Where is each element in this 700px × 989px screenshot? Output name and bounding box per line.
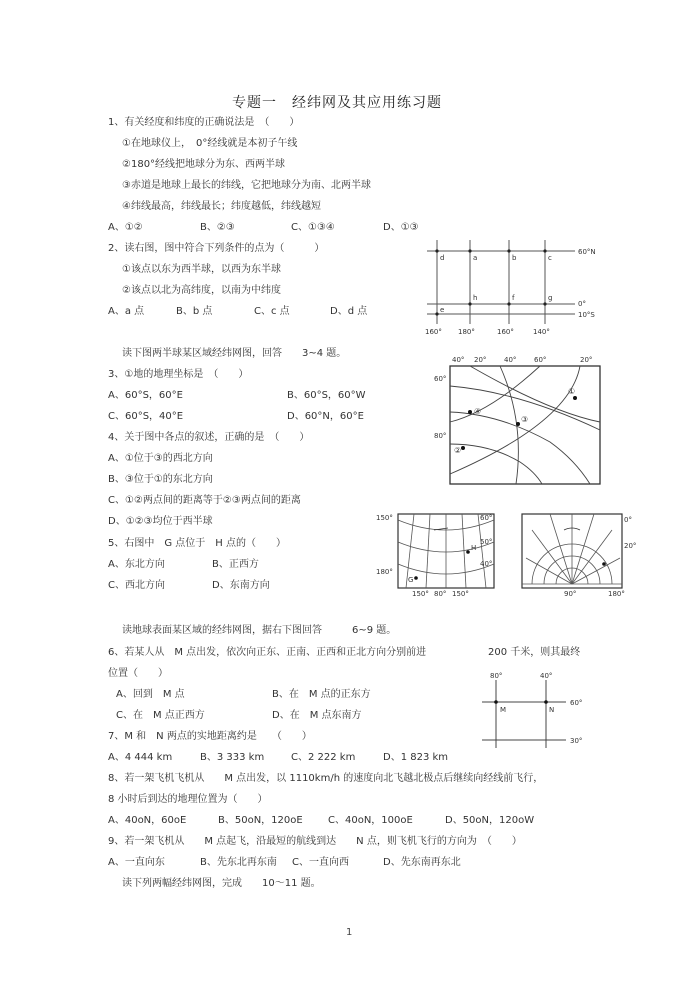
right-label-2: 20° [624,542,637,550]
q2-statement-1: ①该点以东为西半球，以西为东半球 [122,264,281,275]
right-label-1: 60° [480,514,493,522]
q1-stem: 1、有关经度和纬度的正确说法是 （ ） [108,117,300,128]
point-dot [466,550,470,554]
q4-option-a: A、①位于③的西北方向 [108,453,213,464]
q1-statement-4: ④纬线最高，纬线最长；纬度越低，纬线越短 [122,201,321,212]
top-label-4: 60° [534,356,547,364]
q7-option-d: D、1 823 km [383,752,449,763]
q6-option-d: D、在 M 点东南方 [272,710,362,721]
intro-6-9: 读地球表面某区域的经纬网图，据右下图回答 6~9 题。 [122,625,397,636]
point-label-n: N [549,706,555,714]
point-label-g: g [548,294,553,302]
q9-option-a: A、一直向东 [108,857,165,868]
point-dot [468,410,472,414]
lon-label-1: 160° [425,328,442,336]
q9-option-c: C、一直向西 [292,857,349,868]
bottom-label-1: 90° [564,590,577,598]
point-dot [543,249,546,252]
point-label-f: f [512,294,515,302]
q1-statement-3: ③赤道是地球上最长的纬线，它把地球分为南、北两半球 [122,180,371,191]
q7-option-a: A、4 444 km [108,752,173,763]
point-dot [573,396,577,400]
intro-3-4: 读下图两半球某区域经纬网图，回答 3~4 题。 [122,348,347,359]
point-dot [435,249,438,252]
q4-option-c: C、①②两点间的距离等于②③两点间的距离 [108,495,301,506]
q8-option-d: D、50oN，120oW [445,815,535,826]
point-label-2: ② [454,446,462,455]
point-label-4: ④ [474,407,482,416]
q2-option-b: B、b 点 [176,306,213,317]
point-dot [543,302,546,305]
bottom-label-2: 180° [608,590,625,598]
lat-label-10s: 10°S [578,311,595,319]
intro-10-11: 读下列两幅经纬网图，完成 10～11 题。 [122,878,321,889]
q5-option-c: C、西北方向 [108,580,165,591]
lon-label-80: 80° [490,672,503,680]
top-label-1: 40° [452,356,465,364]
q3-option-d: D、60°N，60°E [287,411,364,422]
q8-stem: 8、若一架飞机飞机从 M 点出发，以 1110km/h 的速度向北飞越北极点后继续向经线前飞行， [108,773,544,784]
q5-option-b: B、正西方 [212,559,259,570]
top-label-3: 40° [504,356,517,364]
q7-stem: 7、M 和 N 两点的实地距离约是 （ ） [108,731,312,742]
lat-label-60n: 60°N [578,248,596,256]
point-dot [494,700,498,704]
q1-option-d: D、①③ [383,222,419,233]
point-label-h: h [473,294,478,302]
q5-graticule-figure-b [520,508,640,598]
lon-curve-2 [470,366,600,422]
lon-curve-4 [450,366,540,422]
right-label-2: 50° [480,538,493,546]
lat-arc-2 [450,412,590,484]
lat-label-30: 30° [570,737,583,745]
q6-graticule-figure [478,672,598,752]
lat-label-0: 0° [578,300,586,308]
q1-statement-1: ①在地球仪上， 0°经线就是本初子午线 [122,138,298,149]
q2-stem: 2、读右图，图中符合下列条件的点为（ ） [108,243,325,254]
left-label-1: 150° [376,514,393,522]
point-dot [507,249,510,252]
q1-option-b: B、②③ [200,222,235,233]
lon-label-40: 40° [540,672,553,680]
lon-label-4: 140° [533,328,550,336]
q3-option-b: B、60°S，60°W [287,390,366,401]
point-label-m: M [500,706,507,714]
q3-option-a: A、60°S，60°E [108,390,183,401]
point-label-c: c [548,254,552,262]
left-label-2: 180° [376,568,393,576]
bottom-label-3: 150° [452,590,469,598]
point-label-1: ① [568,387,576,396]
q1-option-a: A、①② [108,222,143,233]
q6-option-a: A、回到 M 点 [116,689,185,700]
q1-option-c: C、①③④ [291,222,335,233]
q9-option-b: B、先东北再东南 [200,857,277,868]
point-label-e: e [440,306,445,314]
point-label-g: G [408,576,414,584]
point-dot [468,249,471,252]
lat-arc-3 [450,444,542,484]
q8-option-b: B、50oN，120oE [218,815,303,826]
point-dot [544,700,548,704]
point-dot [507,302,510,305]
q6-stem-continued: 200 千米，则其最终 [488,647,581,658]
right-label-1: 0° [624,516,632,524]
figure-frame [450,366,600,484]
q8-option-a: A、40oN，60oE [108,815,187,826]
point-label-d: d [440,254,445,262]
q6-option-c: C、在 M 点正西方 [116,710,205,721]
q3-option-c: C、60°S，40°E [108,411,184,422]
left-label-60: 60° [434,375,447,383]
lon-label-2: 180° [458,328,475,336]
q2-option-c: C、c 点 [254,306,290,317]
q1-statement-2: ②180°经线把地球分为东、西两半球 [122,159,286,170]
point-dot [468,302,471,305]
page-title: 专题一 经纬网及其应用练习题 [232,95,442,111]
point-label-3: ③ [521,415,529,424]
q2-statement-2: ②该点以北为高纬度，以南为中纬度 [122,285,281,296]
q2-option-a: A、a 点 [108,306,145,317]
point-dot [435,312,438,315]
point-label-b: b [512,254,517,262]
q9-option-d: D、先东南再东北 [383,857,461,868]
lon-line-5 [478,514,486,588]
q2-option-d: D、d 点 [330,306,368,317]
q5-graticule-figure-a [376,508,496,598]
left-label-80: 80° [434,432,447,440]
q9-stem: 9、若一架飞机从 M 点起飞，沿最短的航线到达 N 点，则飞机飞行的方向为 （ ） [108,836,522,847]
point-label-h: H [471,544,477,552]
bottom-label-2: 80° [434,590,447,598]
q6-stem: 6、若某人从 M 点出发，依次向正东、正南、正西和正北方向分别前进 [108,647,427,658]
top-label-5: 20° [580,356,593,364]
q4-stem: 4、关于图中各点的叙述，正确的是 （ ） [108,432,310,443]
q3-graticule-figure [430,352,605,487]
lon-label-3: 160° [497,328,514,336]
q7-option-c: C、2 222 km [291,752,356,763]
q8-option-c: C、40oN，100oE [328,815,413,826]
page-number: 1 [346,927,353,938]
q7-option-b: B、3 333 km [200,752,265,763]
q5-option-a: A、东北方向 [108,559,165,570]
q4-option-d: D、①②③均位于西半球 [108,516,213,527]
q2-graticule-figure [415,238,605,338]
q3-stem: 3、①地的地理坐标是 （ ） [108,369,249,380]
point-dot [516,422,520,426]
q6-stem-end: 位置（ ） [108,668,168,679]
top-label-2: 20° [474,356,487,364]
q8-stem-continued: 8 小时后到达的地理位置为（ ） [108,794,268,805]
point-dot [602,562,606,566]
q5-stem: 5、右图中 G 点位于 H 点的（ ） [108,538,286,549]
point-label-a: a [473,254,478,262]
point-dot [414,576,418,580]
q6-option-b: B、在 M 点的正东方 [272,689,371,700]
lat-label-60: 60° [570,699,583,707]
point-dot [461,446,465,450]
q5-option-d: D、东南方向 [212,580,270,591]
lon-curve-3 [450,366,580,474]
bottom-label-1: 150° [412,590,429,598]
q4-option-b: B、③位于①的东北方向 [108,474,213,485]
right-label-3: 40° [480,560,493,568]
